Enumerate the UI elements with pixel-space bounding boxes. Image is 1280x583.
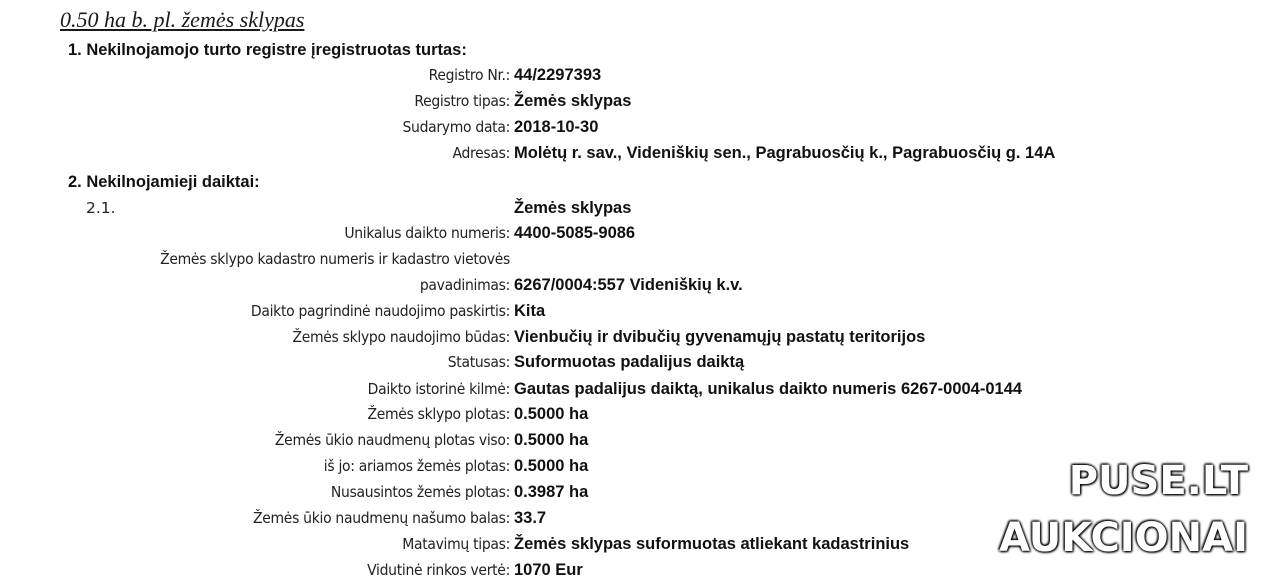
- field-label: Daikto istorinė kilmė:: [367, 380, 510, 398]
- item-header-row: [0, 199, 1280, 221]
- field-value: 2018-10-30: [514, 118, 599, 136]
- field-value: 0.5000 ha: [514, 457, 589, 475]
- field-label: Sudarymo data:: [402, 118, 510, 136]
- field-label: iš jo: ariamos žemės plotas:: [323, 457, 510, 475]
- creation-date-row: [0, 118, 1280, 140]
- field-label: Žemės ūkio naudmenų plotas viso:: [274, 431, 510, 449]
- field-label: Registro Nr.:: [428, 66, 510, 84]
- registry-number-row: [0, 66, 1280, 88]
- field-value: 44/2297393: [514, 66, 602, 84]
- cadastre-label-row: [0, 250, 1280, 272]
- field-value: Vienbučių ir dvibučių gyvenamųjų pastatų teritorijos: [514, 328, 926, 346]
- field-value: 6267/0004:557 Videniškių k.v.: [514, 276, 743, 294]
- field-label: Adresas:: [452, 144, 510, 162]
- field-value: Gautas padalijus daiktą, unikalus daikto numeris 6267-0004-0144: [514, 380, 1023, 398]
- origin-row: [0, 380, 1280, 402]
- field-value: 33.7: [514, 509, 547, 527]
- field-label: Registro tipas:: [414, 92, 510, 110]
- agri-area-row: [0, 431, 1280, 453]
- field-value: Žemės sklypas suformuotas atliekant kadastrinius: [514, 535, 910, 553]
- field-label: Vidutinė rinkos vertė:: [367, 561, 510, 579]
- section-1-title: 1. Nekilnojamojo turto registre įregistruotas turtas:: [68, 41, 467, 59]
- registry-type-row: [0, 92, 1280, 114]
- field-value: Žemės sklypas: [514, 92, 632, 110]
- field-value: Molėtų r. sav., Videniškių sen., Pagrabuosčių k., Pagrabuosčių g. 14A: [514, 144, 1056, 162]
- area-row: [0, 405, 1280, 427]
- field-value: 0.5000 ha: [514, 405, 589, 423]
- purpose-row: [0, 302, 1280, 324]
- page-heading: 0.50 ha b. pl. žemės sklypas: [60, 7, 305, 32]
- section-2-title: 2. Nekilnojamieji daiktai:: [68, 173, 260, 191]
- address-row: [0, 144, 1280, 166]
- field-label: Matavimų tipas:: [402, 535, 510, 553]
- item-title: Žemės sklypas: [514, 199, 632, 217]
- item-number: 2.1.: [86, 199, 116, 217]
- field-value: Suformuotas padalijus daiktą: [514, 353, 745, 371]
- status-row: [0, 353, 1280, 375]
- usage-row: [0, 328, 1280, 350]
- field-value: 0.3987 ha: [514, 483, 589, 501]
- watermark-line-2: AUKCIONAI: [999, 515, 1248, 561]
- market-value-row-cut: [0, 561, 1280, 583]
- unique-number-row: [0, 224, 1280, 246]
- field-label: Daikto pagrindinė naudojimo paskirtis:: [250, 302, 510, 320]
- field-value: 0.5000 ha: [514, 431, 589, 449]
- field-label: Žemės sklypo kadastro numeris ir kadastro vietovės: [160, 250, 510, 268]
- field-value: 4400-5085-9086: [514, 224, 636, 242]
- cadastre-row: [0, 276, 1280, 298]
- field-label: Žemės ūkio naudmenų našumo balas:: [252, 509, 510, 527]
- field-label: Unikalus daikto numeris:: [344, 224, 510, 242]
- field-label: Žemės sklypo plotas:: [367, 405, 510, 423]
- field-label: Žemės sklypo naudojimo būdas:: [292, 328, 510, 346]
- field-value: 1070 Eur: [514, 561, 583, 579]
- field-label: pavadinimas:: [419, 276, 510, 294]
- field-value: Kita: [514, 302, 546, 320]
- field-label: Statusas:: [447, 353, 510, 371]
- watermark-line-1: PUSE.LT: [1068, 458, 1248, 504]
- field-label: Nusausintos žemės plotas:: [330, 483, 510, 501]
